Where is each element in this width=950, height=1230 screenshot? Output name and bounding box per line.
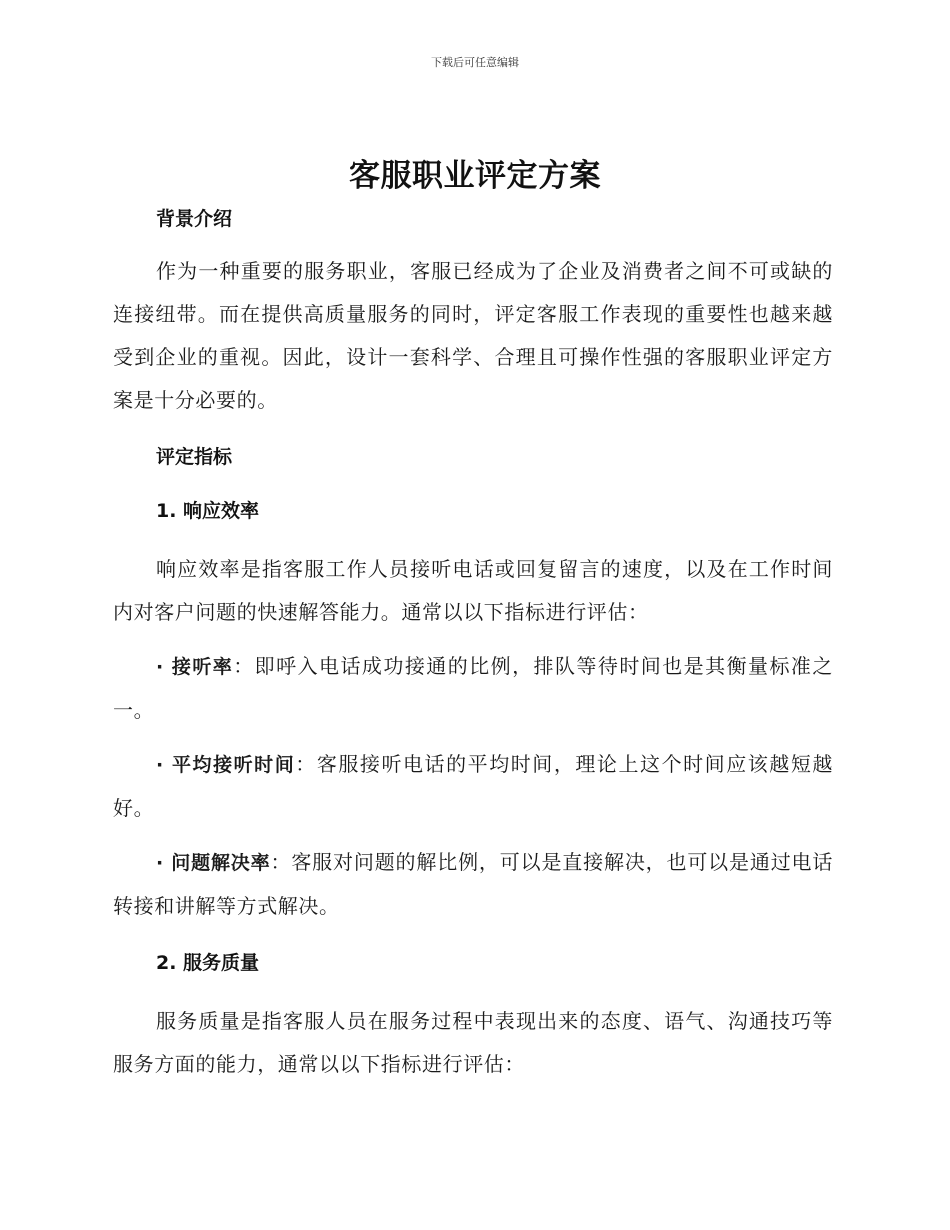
bullet-description: ：客服对问题的解比例，可以是直接解决，也可以是通过电话转接和讲解等方式解决。 (113, 850, 833, 918)
response-efficiency-paragraph: 响应效率是指客服工作人员接听电话或回复留言的速度，以及在工作时间内对客户问题的快速解答能力。通常以以下指标进行评估： (113, 557, 833, 624)
header-note: 下载后可任意编辑 (431, 56, 519, 69)
bullet-term: · 问题解决率 (156, 852, 271, 874)
section-heading-background: 背景介绍 (156, 208, 233, 230)
bullet-term: · 接听率 (156, 656, 234, 678)
document-body (113, 202, 833, 1086)
background-paragraph: 作为一种重要的服务职业，客服已经成为了企业及消费者之间不可或缺的连接纽带。而在提供高质量服务的同时，评定客服工作表现的重要性也越来越受到企业的重视。因此，设计一套科学、合理且可操作性强的客服职业评定方案是十分必要的。 (113, 259, 833, 412)
section-heading-criteria: 评定指标 (156, 446, 233, 468)
bullet-description: ：即呼入电话成功接通的比例，排队等待时间也是其衡量标准之一。 (113, 654, 833, 722)
bullet-term: · 平均接听时间 (156, 754, 296, 776)
bullet-item (113, 841, 833, 928)
item-heading-service-quality: 2. 服务质量 (156, 952, 260, 974)
bullet-item (113, 645, 833, 732)
bullet-description: ：客服接听电话的平均时间，理论上这个时间应该越短越好。 (113, 752, 833, 820)
item-heading-response-efficiency: 1. 响应效率 (156, 500, 260, 522)
document-title: 客服职业评定方案 (349, 158, 601, 194)
service-quality-paragraph: 服务质量是指客服人员在服务过程中表现出来的态度、语气、沟通技巧等服务方面的能力，通常以以下指标进行评估： (113, 1009, 833, 1076)
bullet-item (113, 743, 833, 830)
